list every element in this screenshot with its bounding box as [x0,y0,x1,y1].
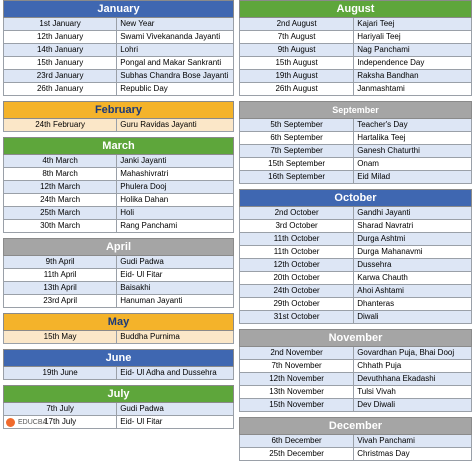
festival-date: 7th July [4,403,117,415]
festival-row [239,360,472,373]
festival-date: 19th June [4,367,117,379]
festival-date: 7th September [240,145,354,157]
festival-name: Rang Panchami [120,221,178,230]
month-block-august [239,0,472,96]
festival-name: Raksha Bandhan [357,71,419,80]
festival-date: 31st October [240,311,354,323]
festival-name: Dhanteras [357,299,395,308]
festival-row [3,331,234,344]
month-block-june [3,349,234,380]
festival-row [3,31,234,44]
festival-row [239,132,472,145]
logo-text: EDUCBA [18,419,48,426]
festival-row [3,269,234,282]
festival-date: 23rd January [4,70,117,82]
festival-name: Durga Ashtmi [357,234,406,243]
festival-name: Devuthhana Ekadashi [357,374,436,383]
festival-name: Chhath Puja [357,361,402,370]
festival-date: 24th October [240,285,354,297]
festival-row [239,298,472,311]
festival-rows [239,207,472,324]
festival-rows [239,347,472,412]
festival-date: 15th January [4,57,117,69]
left-column [3,0,234,434]
festival-name: Teacher's Day [357,120,408,129]
festival-rows [3,256,234,308]
festival-date: 29th October [240,298,354,310]
festival-date: 15th May [4,331,117,343]
month-header: April [3,238,234,256]
festival-date: 20th October [240,272,354,284]
festival-row [3,181,234,194]
festival-name: Hariyali Teej [357,32,401,41]
festival-row [239,285,472,298]
festival-row [239,119,472,132]
festival-name: Gudi Padwa [120,404,164,413]
festival-name: Holi [120,208,134,217]
festival-name: Tulsi Vivah [357,387,396,396]
festival-row [3,155,234,168]
festival-date: 1st January [4,18,117,30]
festival-date: 25th March [4,207,117,219]
month-block-april [3,238,234,308]
festival-date: 9th August [240,44,354,56]
festival-date: 15th November [240,399,354,411]
right-column [239,0,472,466]
festival-row [239,435,472,448]
festival-name: Independence Day [357,58,425,67]
festival-row [239,220,472,233]
festival-row [3,119,234,132]
festival-date: 13th November [240,386,354,398]
month-header: March [3,137,234,155]
festival-name: Swami Vivekananda Jayanti [120,32,221,41]
festival-name: Pongal and Makar Sankranti [120,58,222,67]
festival-name: Ganesh Chaturthi [357,146,420,155]
festival-date: 12th November [240,373,354,385]
festival-row [3,70,234,83]
festival-name: Subhas Chandra Bose Jayanti [120,71,229,80]
festival-rows [3,155,234,233]
festival-date: 7th August [240,31,354,43]
festival-name: Lohri [120,45,138,54]
festival-name: Hartalika Teej [357,133,406,142]
festival-name: Phulera Dooj [120,182,167,191]
festival-rows [239,119,472,184]
festival-row [3,18,234,31]
festival-name: Buddha Purnima [120,332,180,341]
festival-date: 24th February [4,119,117,131]
festival-name: Eid- Ul Fitar [120,417,163,426]
month-header: August [239,0,472,18]
festival-name: Eid- Ul Fitar [120,270,163,279]
festival-date: 23rd April [4,295,117,307]
festival-row [239,448,472,461]
festival-row [239,70,472,83]
festival-name: Diwali [357,312,379,321]
festival-row [3,367,234,380]
festival-rows [3,119,234,132]
festival-name: Hanuman Jayanti [120,296,183,305]
festival-name: Ahoi Ashtami [357,286,404,295]
festival-row [3,44,234,57]
festival-date: 17th July [4,416,117,428]
month-block-january [3,0,234,96]
festival-name: Eid Milad [357,172,391,181]
festival-date: 11th October [240,246,354,258]
festival-name: Christmas Day [357,449,410,458]
festival-row [3,194,234,207]
festival-name: Mahashivratri [120,169,169,178]
festival-name: Nag Panchami [357,45,410,54]
festival-name: Janki Jayanti [120,156,167,165]
festival-row [239,311,472,324]
festival-row [239,57,472,70]
festival-row [3,207,234,220]
festival-row [3,168,234,181]
festival-date: 26th August [240,83,354,95]
festival-name: Eid- Ul Adha and Dussehra [120,368,217,377]
festival-row [239,18,472,31]
festival-date: 14th January [4,44,117,56]
festival-rows [3,367,234,380]
festival-name: Karwa Chauth [357,273,408,282]
month-header: June [3,349,234,367]
festival-row [239,386,472,399]
festival-name: Dev Diwali [357,400,395,409]
festival-rows [3,331,234,344]
festival-date: 11th October [240,233,354,245]
month-header: January [3,0,234,18]
festival-name: Janmashtami [357,84,405,93]
festival-rows [239,435,472,461]
festival-date: 24th March [4,194,117,206]
festival-date: 16th September [240,171,354,183]
month-header: September [239,101,472,119]
festival-row [239,246,472,259]
festival-row [239,171,472,184]
festival-row [239,272,472,285]
festival-row [239,259,472,272]
festival-name: Gandhi Jayanti [357,208,411,217]
festival-date: 3rd October [240,220,354,232]
festival-date: 4th March [4,155,117,167]
festival-date: 30th March [4,220,117,232]
festival-date: 12th October [240,259,354,271]
month-block-december [239,417,472,461]
month-block-march [3,137,234,233]
festival-row [239,347,472,360]
festival-date: 2nd November [240,347,354,359]
festival-date: 25th December [240,448,354,460]
festival-name: Holika Dahan [120,195,169,204]
festival-row [239,233,472,246]
festival-name: Guru Ravidas Jayanti [120,120,197,129]
festival-name: Onam [357,159,379,168]
festival-date: 11th April [4,269,117,281]
festival-name: Baisakhi [120,283,151,292]
festival-row [3,83,234,96]
festival-date: 15th September [240,158,354,170]
festival-date: 2nd October [240,207,354,219]
festival-date: 7th November [240,360,354,372]
festival-name: Govardhan Puja, Bhai Dooj [357,348,455,357]
festival-name: Republic Day [120,84,168,93]
festival-name: New Year [120,19,155,28]
festival-row [239,207,472,220]
festival-date: 12th January [4,31,117,43]
festival-row [239,145,472,158]
festival-row [3,220,234,233]
festival-date: 6th September [240,132,354,144]
festival-date: 8th March [4,168,117,180]
festival-row [239,158,472,171]
festival-rows [239,18,472,96]
festival-row [239,83,472,96]
festival-row [3,295,234,308]
brand-logo [6,418,47,427]
festival-date: 13th April [4,282,117,294]
festival-date: 19th August [240,70,354,82]
festival-date: 15th August [240,57,354,69]
month-block-february [3,101,234,132]
festival-row [3,256,234,269]
festival-row [239,31,472,44]
month-header: November [239,329,472,347]
festival-row [3,57,234,70]
festival-name: Gudi Padwa [120,257,164,266]
festival-row [239,44,472,57]
educba-logo-icon [6,418,15,427]
festival-date: 5th September [240,119,354,131]
festival-name: Durga Mahanavmi [357,247,423,256]
festival-date: 26th January [4,83,117,95]
festival-row [3,403,234,416]
festival-row [239,373,472,386]
festival-date: 12th March [4,181,117,193]
month-header: May [3,313,234,331]
festival-name: Vivah Panchami [357,436,415,445]
month-block-november [239,329,472,412]
festival-date: 9th April [4,256,117,268]
festival-row [3,282,234,295]
festival-rows [3,18,234,96]
festival-name: Dussehra [357,260,392,269]
month-header: February [3,101,234,119]
month-block-october [239,189,472,324]
festival-name: Sharad Navratri [357,221,414,230]
festival-name: Kajari Teej [357,19,395,28]
month-header: July [3,385,234,403]
month-header: December [239,417,472,435]
festival-row [239,399,472,412]
festival-date: 6th December [240,435,354,447]
month-block-may [3,313,234,344]
month-header: October [239,189,472,207]
festival-date: 2nd August [240,18,354,30]
month-block-september [239,101,472,184]
